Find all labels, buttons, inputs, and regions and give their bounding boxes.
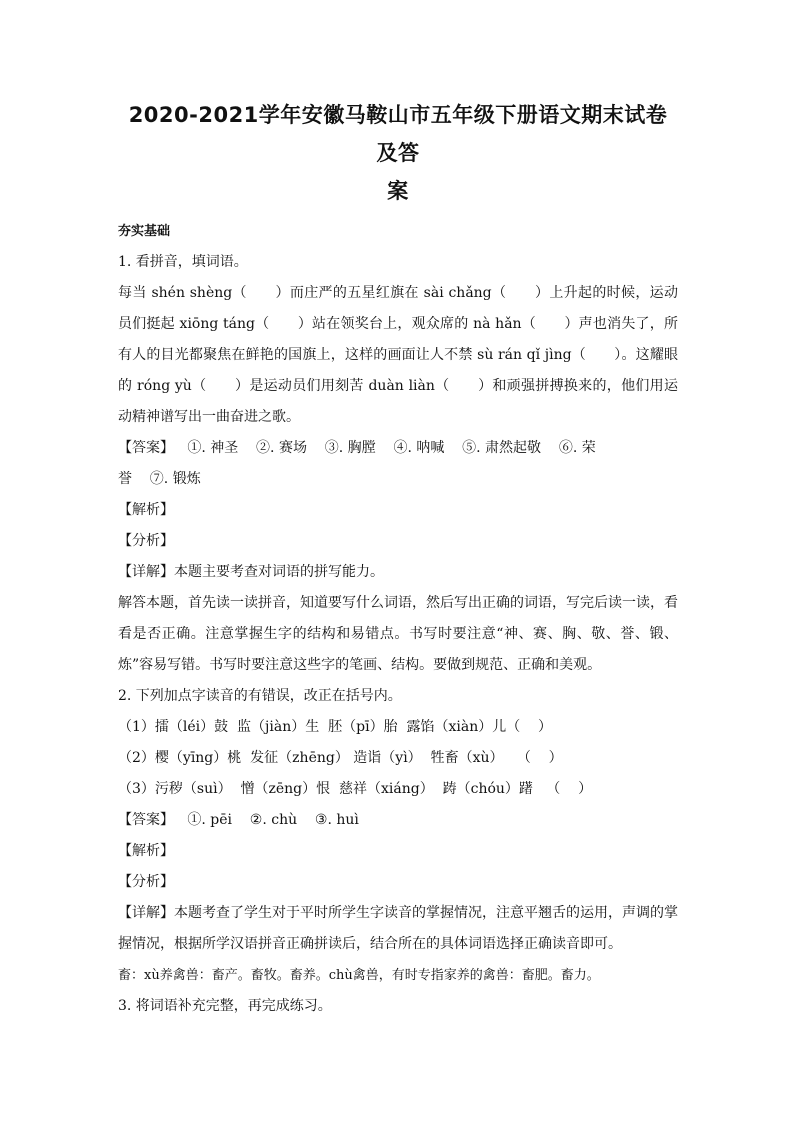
question-2-note: 畜：xù养禽兽：畜产。畜牧。畜养。chù禽兽，有时专指家养的禽兽：畜肥。畜力。: [118, 968, 600, 983]
detail-label: 【详解】: [118, 905, 174, 921]
question-1-answer: [118, 433, 678, 464]
answer-text: ①. 神圣 ②. 赛场 ③. 胸膛 ④. 呐喊 ⑤. 肃然起敬 ⑥. 荣: [174, 440, 596, 456]
answer-label: 【答案】: [118, 812, 174, 828]
question-2-detail: [118, 898, 678, 960]
question-2-heading: 2. 下列加点字读音的有错误，改正在括号内。: [118, 688, 402, 704]
document-title: [118, 96, 678, 210]
question-2-row-2: （2）樱（yīng）桃 发征（zhēng） 造诣（yì） 牲畜（xù） （ ）: [118, 750, 563, 766]
question-2-row-3: （3）污秽（suì） 憎（zēng）恨 慈祥（xiáng） 踌（chóu）躇 （ ）: [118, 781, 593, 797]
detail-label: 【详解】: [118, 564, 174, 580]
question-1-heading: 1. 看拼音，填词语。: [118, 254, 248, 270]
question-1-fenxi: 【分析】: [118, 533, 174, 549]
section-heading: 夯实基础: [118, 224, 171, 239]
question-1-answer-cont: [118, 464, 678, 495]
question-1-explain: 解答本题，首先读一读拼音，知道要写什么词语，然后写出正确的词语，写完后读一读，看看是否正确。注意掌握生字的结构和易错点。书写时要注意“神、赛、胸、敬、誉、锻、炼”容易写错。书写时要注意这些字的笔画、结构。要做到规范、正确和美观。: [118, 595, 678, 673]
question-2-row-1: （1）擂（léi）鼓 监（jiàn）生 胚（pī）胎 露馅（xiàn）儿（ ）: [118, 719, 553, 735]
title-line-2: 案: [387, 179, 409, 203]
title-line-1: 2020-2021学年安徽马鞍山市五年级下册语文期末试卷及答: [128, 103, 668, 165]
detail-text: 本题考查了学生对于平时所学生字读音的掌握情况，注意平翘舌的运用，声调的掌握情况，根据所学汉语拼音正确拼读后，结合所在的具体词语选择正确读音即可。: [118, 905, 678, 952]
document-page: [118, 96, 678, 1022]
detail-text: 本题主要考查对词语的拼写能力。: [174, 564, 384, 580]
question-3-heading: 3. 将词语补充完整，再完成练习。: [118, 998, 332, 1014]
answer-text-cont: 誉 ⑦. 锻炼: [118, 471, 201, 487]
answer-text: ①. pēi ②. chù ③. huì: [174, 812, 359, 828]
answer-label: 【答案】: [118, 440, 174, 456]
question-2-answer: [118, 805, 678, 836]
question-2-fenxi: 【分析】: [118, 874, 174, 890]
question-2-jiexi: 【解析】: [118, 843, 174, 859]
question-1-text: 每当 shén shèng（ ）而庄严的五星红旗在 sài chǎng（ ）上升起的时候，运动员们挺起 xiōng táng（ ）站在领奖台上，观众席的 nà hǎn（ ）声也消失了，所有人的目光都聚焦在鲜艳的国旗上，这样的画面让人不禁 sù rán qǐ jìng（ ）。这耀眼的 róng yù（ ）是运动员们用刻苦 duàn liàn（ ）和顽强拼搏换来的，他们用运动精神谱写出一曲奋进之歌。: [118, 285, 678, 425]
question-1-detail: [118, 557, 678, 588]
question-1-jiexi: 【解析】: [118, 502, 174, 518]
